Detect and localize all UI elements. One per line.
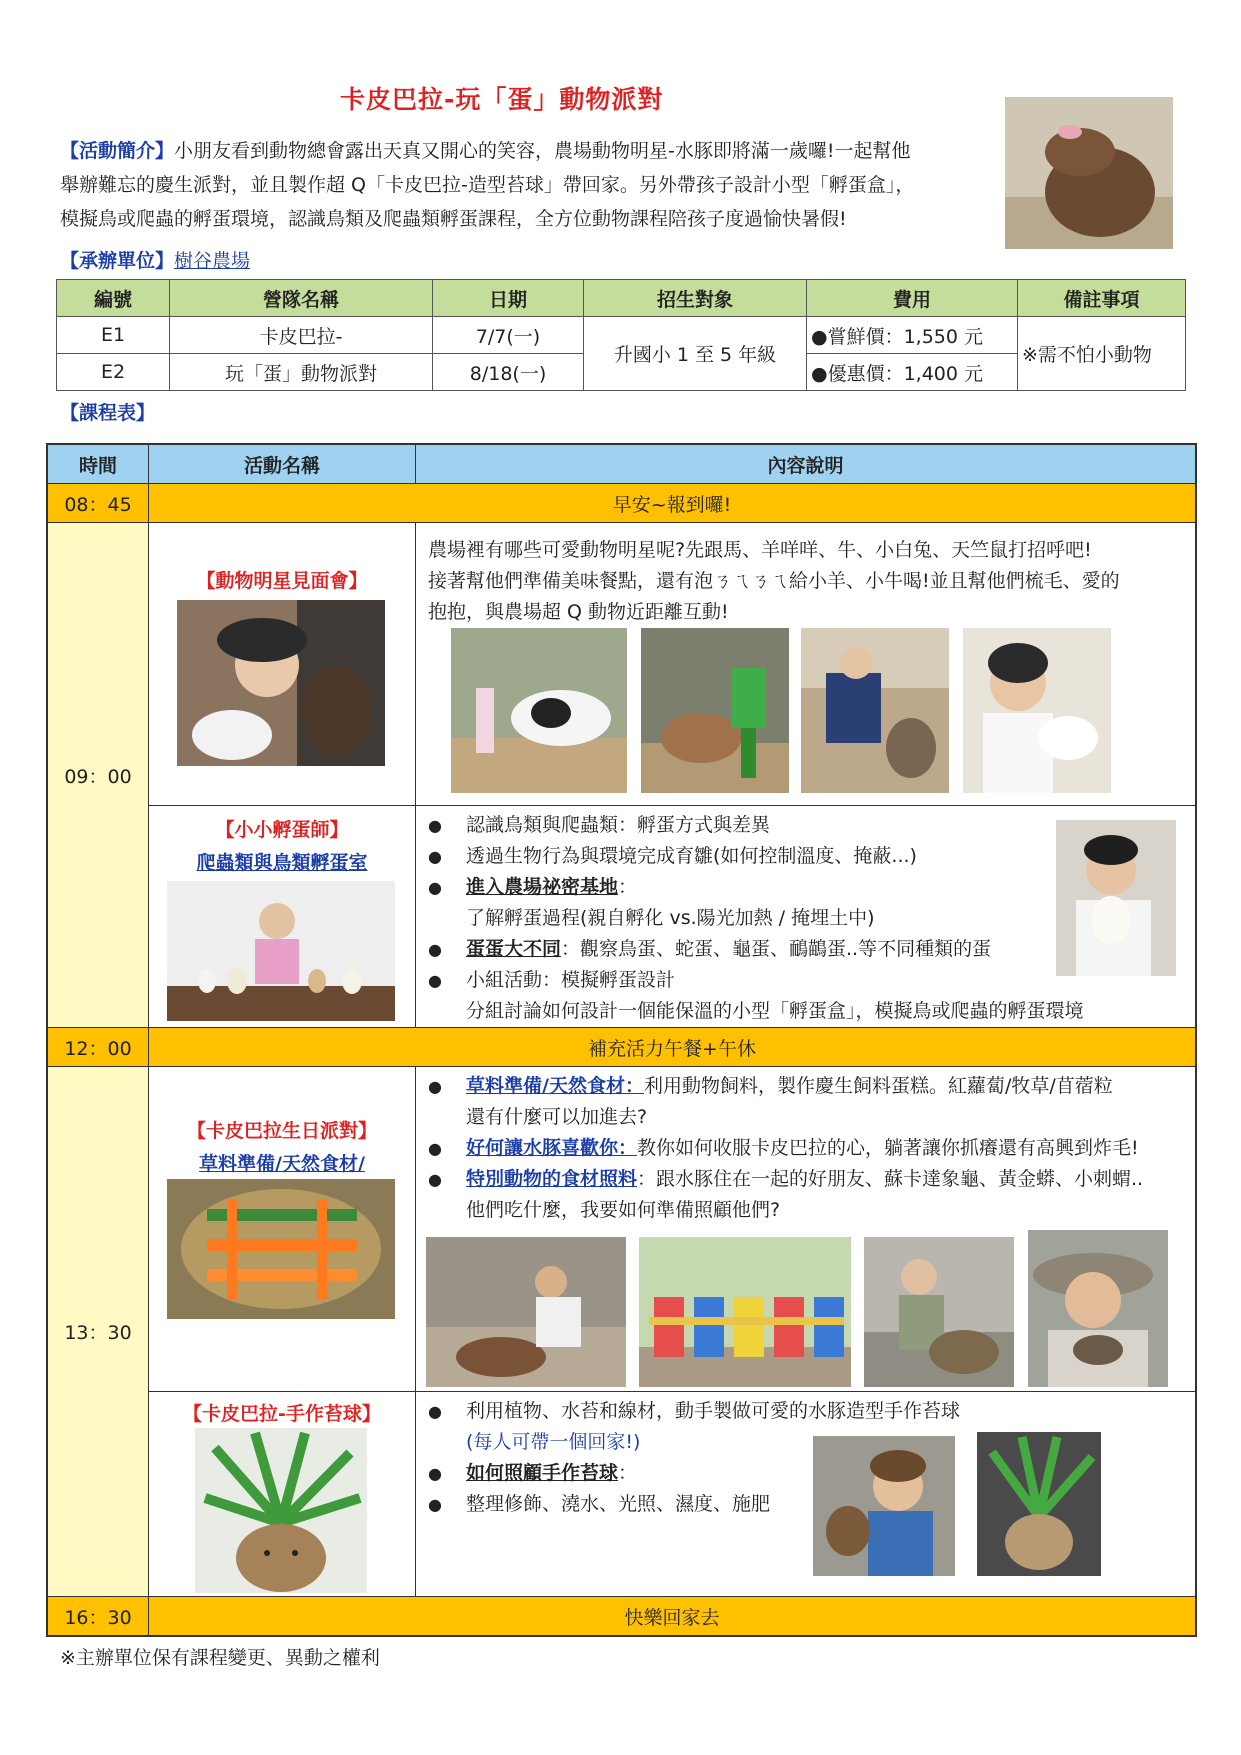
- time-1630: 16：30: [47, 1597, 149, 1637]
- band-row-0845: [47, 484, 1196, 523]
- intro-paragraph: [60, 134, 990, 236]
- time-0845: 08：45: [47, 484, 149, 523]
- act2-bullet-3-cont: 了解孵蛋過程(親自孵化 vs.陽光加熱 / 掩埋土中): [466, 907, 875, 929]
- act4-bullet-1: ● 利用植物、水苔和線材，動手製做可愛的水豚造型手作苔球: [416, 1396, 1195, 1427]
- schedule-label: 【課程表】: [60, 402, 156, 424]
- header-fee: 費用: [807, 280, 1018, 317]
- intro-label: 【活動簡介】: [60, 140, 175, 162]
- target-cell: 升國小 1 至 5 年級: [584, 317, 807, 391]
- act2-bullet-4-label: 蛋蛋大不同: [466, 938, 562, 960]
- act4-cell: [149, 1392, 416, 1597]
- act4-content: [416, 1392, 1197, 1597]
- capybara-photo: [1005, 97, 1173, 249]
- act3-bullet-1-label: 草料準備/天然食材：: [466, 1075, 644, 1097]
- act4-fern-moss-photo: [977, 1432, 1101, 1576]
- act4-bullet-2-rest: ：: [618, 1462, 638, 1484]
- act3-bullet-1-cont: 還有什麼可以加進去?: [466, 1106, 648, 1128]
- act3-tortoise-photo: [864, 1237, 1014, 1387]
- band-1630: 快樂回家去: [149, 1597, 1197, 1637]
- act4-moss-ball-photo: [195, 1428, 367, 1593]
- id-e1: E1: [57, 317, 170, 354]
- organizer-link[interactable]: 樹谷農場: [174, 250, 251, 272]
- act2-content: [416, 806, 1197, 1028]
- header-target: 招生對象: [584, 280, 807, 317]
- row-act2: [47, 806, 1196, 1028]
- act2-bullet-5: ● 小組活動：模擬孵蛋設計: [416, 965, 1195, 996]
- intro-text-3: 模擬鳥或爬蟲的孵蛋環境，認識鳥類及爬蟲類孵蛋課程，全方位動物課程陪孩子度過愉快暑假!: [60, 208, 847, 230]
- intro-text-2: 舉辦難忘的慶生派對，並且製作超 Q「卡皮巴拉-造型苔球」帶回家。另外帶孩子設計小型「孵蛋盒」，: [60, 174, 915, 196]
- info-row-e1: [57, 317, 1186, 354]
- act1-title: 【動物明星見面會】: [196, 570, 368, 592]
- act2-bullet-3-label: 進入農場祕密基地: [466, 876, 619, 898]
- page-title: 卡皮巴拉-玩「蛋」動物派對: [340, 85, 664, 114]
- fee-early: ●嘗鮮價：1,550 元: [807, 317, 1018, 354]
- header-camp-name: 營隊名稱: [170, 280, 433, 317]
- act2-girl-egg-photo: [1056, 820, 1176, 976]
- act4-bullet-2-label: 如何照顧手作苔球: [466, 1462, 619, 1484]
- time-0900: 09：00: [47, 523, 149, 1028]
- act4-kid-moss-photo: [813, 1436, 955, 1576]
- remark-cell: ※需不怕小動物: [1018, 317, 1186, 391]
- act1-text-1: 農場裡有哪些可愛動物明星呢?先跟馬、羊咩咩、牛、小白兔、天竺鼠打招呼吧!: [428, 539, 1092, 561]
- act1-goat-feeding-photo: [641, 628, 789, 793]
- act1-text-2: 接著幫他們準備美味餐點，還有泡ㄋㄟㄋㄟ給小羊、小牛喝!並且幫他們梳毛、愛的: [428, 570, 1120, 592]
- fee-discount: ●優惠價：1,400 元: [807, 354, 1018, 391]
- schedule-header-row: [47, 444, 1196, 484]
- act3-bullet-3: [416, 1164, 1195, 1195]
- act3-bullet-1-rest: 利用動物飼料，製作慶生飼料蛋糕。紅蘿蔔/牧草/苜蓿粒: [643, 1075, 1113, 1097]
- header-time: 時間: [47, 444, 149, 484]
- organizer-label: 【承辦單位】: [60, 250, 175, 272]
- organizer: [60, 246, 250, 273]
- act2-title: 【小小孵蛋師】: [215, 819, 349, 841]
- footnote: ※主辦單位保有課程變更、異動之權利: [60, 1647, 380, 1669]
- header-activity: 活動名稱: [149, 444, 416, 484]
- act3-bullet-3-rest: ：跟水豚住在一起的好朋友、蘇卡達象龜、黃金蟒、小刺蝟..: [637, 1168, 1144, 1190]
- act3-subtitle: 草料準備/天然食材/: [199, 1153, 365, 1175]
- act3-bullet-2-rest: 教你如何收服卡皮巴拉的心，躺著讓你抓癢還有高興到炸毛!: [637, 1137, 1139, 1159]
- camp-name-line-1: 卡皮巴拉-: [170, 317, 433, 354]
- act3-hedgehog-photo: [1028, 1230, 1168, 1387]
- band-0845: 早安~報到囉!: [149, 484, 1197, 523]
- act1-calf-photo: [451, 628, 627, 793]
- id-e2: E2: [57, 354, 170, 391]
- header-content: 內容說明: [416, 444, 1197, 484]
- act1-content: [416, 523, 1197, 806]
- act2-subtitle: 爬蟲類與鳥類孵蛋室: [196, 852, 368, 874]
- camp-name-line-2: 玩「蛋」動物派對: [170, 354, 433, 391]
- intro-text-1: 小朋友看到動物總會露出天真又開心的笑容，農場動物明星-水豚即將滿一歲囉!一起幫他: [174, 140, 911, 162]
- act1-rabbit-photo: [963, 628, 1111, 793]
- header-id: 編號: [57, 280, 170, 317]
- camp-info-table: [56, 279, 1186, 391]
- act2-cell: [149, 806, 416, 1028]
- act4-title: 【卡皮巴拉-手作苔球】: [183, 1403, 381, 1425]
- act3-python-kids-photo: [639, 1237, 851, 1387]
- act3-content: [416, 1067, 1197, 1392]
- band-1200: 補充活力午餐+午休: [149, 1028, 1197, 1067]
- act1-cell: [149, 523, 416, 806]
- header-date: 日期: [433, 280, 584, 317]
- date-e2: 8/18(一): [433, 354, 584, 391]
- act3-bullet-3-cont: 他們吃什麼，我要如何準備照顧他們?: [466, 1199, 781, 1221]
- act3-happy-carrot-photo: [167, 1179, 395, 1319]
- act3-bullet-3-label: 特別動物的食材照料: [466, 1168, 638, 1190]
- act1-ostrich-photo: [801, 628, 949, 793]
- act2-bullet-1: ● 認識鳥類與爬蟲類：孵蛋方式與差異: [416, 810, 1195, 841]
- act3-bullet-2-label: 好何讓水豚喜歡你：: [466, 1137, 638, 1159]
- time-1200: 12：00: [47, 1028, 149, 1067]
- act3-bullet-1: [416, 1071, 1195, 1102]
- time-1330: 13：30: [47, 1067, 149, 1597]
- row-act3: [47, 1067, 1196, 1392]
- info-header-row: [57, 280, 1186, 317]
- act3-bullet-2: [416, 1133, 1195, 1164]
- act3-cell: [149, 1067, 416, 1392]
- act4-bullet-3: ● 整理修飾、澆水、光照、濕度、施肥: [416, 1489, 1195, 1520]
- header-remark: 備註事項: [1018, 280, 1186, 317]
- date-e1: 7/7(一): [433, 317, 584, 354]
- band-row-1200: [47, 1028, 1196, 1067]
- act1-text-3: 抱抱，與農場超 Q 動物近距離互動!: [428, 601, 729, 623]
- act2-bullet-3-rest: ：: [618, 876, 638, 898]
- act2-bullet-5-cont: 分組討論如何設計一個能保溫的小型「孵蛋盒」，模擬鳥或爬蟲的孵蛋環境: [466, 1000, 1084, 1022]
- act3-title: 【卡皮巴拉生日派對】: [186, 1120, 377, 1142]
- act1-goat-photo: [177, 600, 385, 766]
- band-row-1630: [47, 1597, 1196, 1637]
- act3-bullets: [416, 1067, 1195, 1226]
- row-act1: [47, 523, 1196, 806]
- act2-bullet-2: ● 透過生物行為與環境完成育雛(如何控制溫度、掩蔽...): [416, 841, 1195, 872]
- row-act4: [47, 1392, 1196, 1597]
- act3-capybara-pet-photo: [426, 1237, 626, 1387]
- schedule-table: [46, 443, 1197, 1637]
- act2-eggs-photo: [167, 881, 395, 1021]
- act2-bullet-4-rest: ：觀察鳥蛋、蛇蛋、龜蛋、鴯鶓蛋..等不同種類的蛋: [561, 938, 992, 960]
- act4-bullet-1-cont: (每人可帶一個回家!): [466, 1431, 641, 1453]
